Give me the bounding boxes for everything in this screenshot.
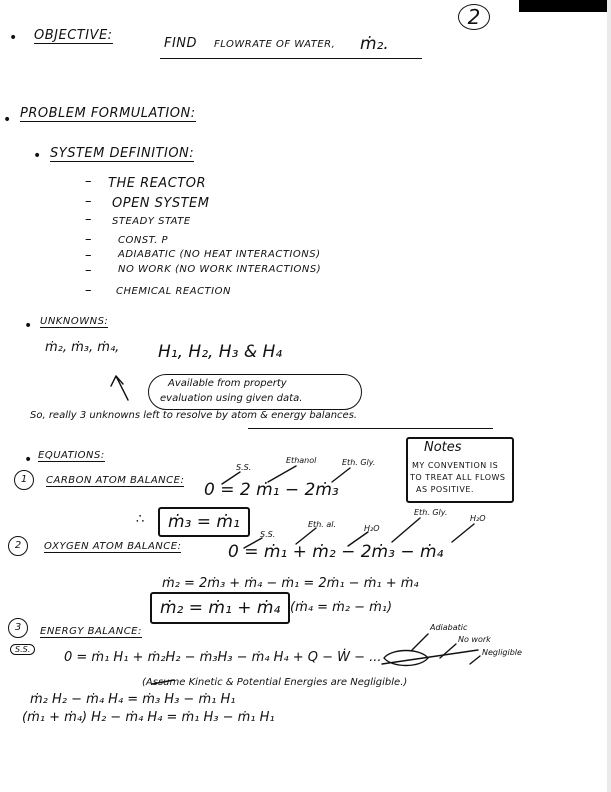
oxygen-note-h2o-2: H₂O	[470, 514, 486, 523]
carbon-note-ethanol: Ethanol	[286, 456, 317, 465]
unknowns-mass-flows: ṁ₂, ṁ₃, ṁ₄,	[45, 340, 120, 355]
equation-number-2: 2	[8, 536, 28, 556]
bullet-dot: •	[9, 30, 18, 46]
energy-ss: S.S.	[10, 644, 35, 655]
equation-number-1: 1	[14, 470, 34, 490]
list-item: OPEN SYSTEM	[112, 196, 210, 211]
carbon-note-ss: S.S.	[236, 463, 252, 472]
list-dash: –	[85, 263, 92, 278]
list-dash: –	[85, 248, 92, 263]
page-number: 2	[458, 4, 490, 30]
objective-flowrate: FLOWRATE OF WATER,	[214, 39, 336, 50]
energy-arrow-q	[412, 634, 428, 650]
objective-symbol: ṁ₂.	[360, 34, 389, 54]
list-item: ADIABATIC (NO HEAT INTERACTIONS)	[118, 249, 321, 260]
oxygen-arrow-ethanol	[296, 528, 316, 544]
available-note-line2: evaluation using given data.	[160, 393, 303, 404]
available-note-line1: Available from property	[168, 378, 287, 389]
carbon-note-ethylene: Eth. Gly.	[342, 458, 376, 467]
oxygen-note-h2o: H₂O	[364, 524, 380, 533]
bullet-dot: •	[33, 148, 42, 164]
objective-label: OBJECTIVE:	[34, 28, 113, 43]
list-item: NO WORK (NO WORK INTERACTIONS)	[118, 264, 322, 275]
carbon-arrow-ethylene	[332, 468, 350, 482]
energy-arrow-ke	[470, 656, 480, 664]
list-item: THE REACTOR	[108, 176, 206, 191]
list-dash: –	[85, 212, 92, 227]
oxygen-equation: 0 = ṁ₁ + ṁ₂ − 2ṁ₃ − ṁ₄	[228, 542, 444, 562]
list-dash: –	[85, 194, 92, 209]
notes-line2: TO TREAT ALL FLOWS	[410, 473, 506, 482]
notes-line1: MY CONVENTION IS	[412, 461, 499, 470]
carbon-equation: 0 = 2 ṁ₁ − 2ṁ₃	[204, 480, 339, 500]
objective-find: FIND	[164, 36, 198, 51]
system-definition-heading: SYSTEM DEFINITION:	[50, 146, 195, 161]
oxygen-note-ethanol: Eth. al.	[308, 520, 337, 529]
assume-scribble	[152, 680, 174, 684]
energy-balance-label: ENERGY BALANCE:	[40, 626, 142, 637]
list-dash: –	[85, 283, 92, 298]
carbon-balance-label: CARBON ATOM BALANCE:	[46, 475, 185, 486]
bullet-dot: •	[3, 112, 12, 128]
unknowns-heading: UNKNOWNS:	[40, 316, 109, 327]
oxygen-arrow-ethylene	[392, 518, 420, 542]
oxygen-arrow-h2o-2	[452, 524, 474, 542]
oxygen-alt: (ṁ₄ = ṁ₂ − ṁ₁)	[290, 600, 393, 615]
oxygen-result: ṁ₂ = ṁ₁ + ṁ₄	[150, 592, 290, 624]
bullet-dot: •	[24, 452, 33, 468]
therefore-symbol: ∴	[136, 512, 145, 527]
oxygen-note-ethylene: Eth. Gly.	[414, 508, 448, 517]
problem-formulation-heading: PROBLEM FORMULATION:	[20, 106, 196, 121]
oxygen-balance-label: OXYGEN ATOM BALANCE:	[44, 541, 182, 552]
energy-note-ke: Negligible	[482, 648, 522, 657]
oxygen-arrow-ss	[244, 538, 262, 548]
carbon-arrow-ethanol	[268, 466, 296, 482]
list-item: CHEMICAL REACTION	[116, 286, 231, 297]
energy-line2: (ṁ₁ + ṁ₄) H₂ − ṁ₄ H₄ = ṁ₁ H₃ − ṁ₁ H₁	[22, 710, 275, 725]
list-dash: –	[85, 232, 92, 247]
equation-number-3: 3	[8, 618, 28, 638]
unknowns-summary: So, really 3 unknowns left to resolve by atom & energy balances.	[30, 410, 358, 421]
bullet-dot: •	[24, 318, 33, 334]
energy-note-q: Adiabatic	[430, 623, 468, 632]
oxygen-arrow-h2o	[348, 532, 368, 546]
notes-title: Notes	[424, 440, 462, 455]
list-dash: –	[85, 174, 92, 189]
carbon-arrow-ss	[222, 472, 240, 484]
list-item: CONST. P	[118, 235, 168, 246]
equations-heading: EQUATIONS:	[38, 450, 105, 461]
energy-strike	[382, 650, 478, 664]
energy-note-w: No work	[458, 635, 491, 644]
carbon-result: ṁ₃ = ṁ₁	[158, 507, 250, 537]
oxygen-derivation: ṁ₂ = 2ṁ₃ + ṁ₄ − ṁ₁ = 2ṁ₁ − ṁ₁ + ṁ₄	[162, 576, 419, 591]
energy-equation: 0 = ṁ₁ H₁ + ṁ₂H₂ − ṁ₃H₃ − ṁ₄ H₄ + Q − Ẇ − ...	[64, 650, 382, 665]
oxygen-note-ss: S.S.	[260, 530, 276, 539]
list-item: STEADY STATE	[112, 216, 191, 227]
unknowns-enthalpies: H₁, H₂, H₃ & H₄	[158, 342, 283, 362]
notes-line3: AS POSITIVE.	[416, 485, 474, 494]
unknowns-arrow	[111, 376, 128, 400]
energy-arrow-w	[440, 644, 456, 658]
energy-line1: ṁ₂ H₂ − ṁ₄ H₄ = ṁ₃ H₃ − ṁ₁ H₁	[30, 692, 236, 707]
energy-assume: (Assume Kinetic & Potential Energies are Negligible.)	[142, 677, 408, 688]
